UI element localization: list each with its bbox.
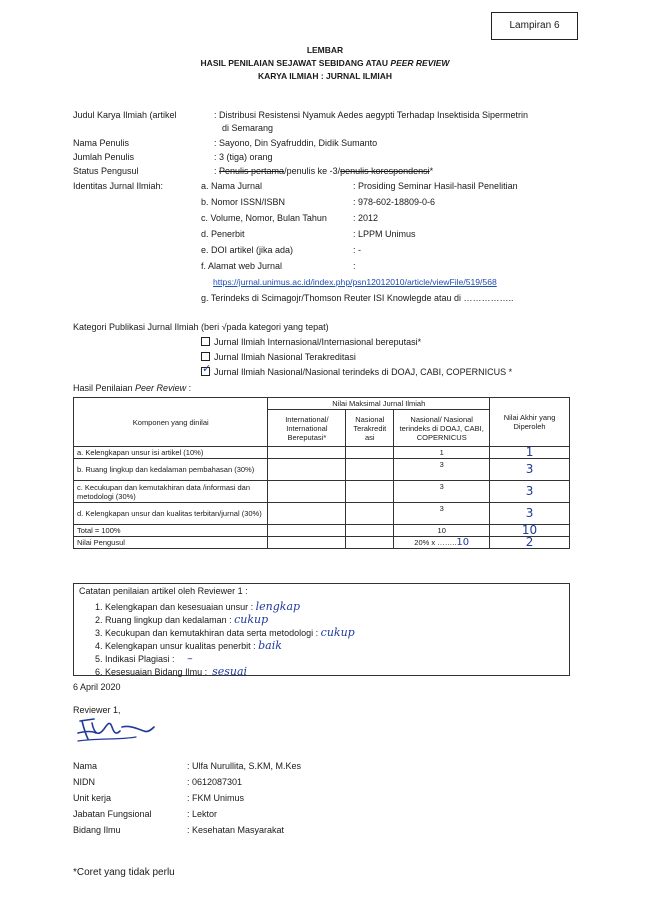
- judul-value-cont: di Semarang: [222, 123, 274, 133]
- kategori-option-terindeks[interactable]: [201, 366, 512, 378]
- journal-d-value: : LPPM Unimus: [353, 229, 416, 239]
- pengusul-nas: [346, 537, 394, 549]
- catatan-item-4-hand: baik: [258, 639, 282, 652]
- catatan-title: Catatan penilaian artikel oleh Reviewer 1 :: [79, 586, 248, 596]
- title-peer-review: PEER REVIEW: [390, 58, 450, 68]
- journal-e-label: e. DOI artikel (jika ada): [201, 245, 294, 255]
- row-a-komponen: a. Kelengkapan unsur isi artikel (10%): [74, 447, 268, 459]
- status-pengusul-label: Status Pengusul: [73, 166, 139, 176]
- judul-label: Judul Karya Ilmiah (artikel: [73, 110, 177, 120]
- nama-penulis-label: Nama Penulis: [73, 138, 130, 148]
- col-group-header: Nilai Maksimal Jurnal Ilmiah: [268, 398, 490, 410]
- judul-value: : Distribusi Resistensi Nyamuk Aedes aegypti Terhadap Insektisida Sipermetrin: [214, 110, 528, 120]
- pengusul-intl: [268, 537, 346, 549]
- row-c-intl: [268, 481, 346, 503]
- pengusul-formula: [394, 537, 490, 549]
- jumlah-penulis-label: Jumlah Penulis: [73, 152, 135, 162]
- status-mid: /penulis ke -3/: [284, 166, 341, 176]
- reviewer-jabatan-label: Jabatan Fungsional: [73, 809, 152, 819]
- hasil-label-colon: :: [186, 383, 192, 393]
- status-colon: :: [214, 166, 220, 176]
- kategori-option-terakreditasi-text: Jurnal Ilmiah Nasional Terakreditasi: [214, 352, 356, 362]
- catatan-item-2: [95, 613, 268, 626]
- reviewer-nidn-value: : 0612087301: [187, 777, 243, 787]
- lampiran-box: Lampiran 6: [491, 12, 578, 40]
- checkbox-terakreditasi[interactable]: [201, 352, 210, 361]
- reviewer-bidang-value: : Kesehatan Masyarakat: [187, 825, 285, 835]
- pengusul-label: Nilai Pengusul: [74, 537, 268, 549]
- row-a-akhir: 1: [490, 447, 570, 459]
- jumlah-penulis-value: : 3 (tiga) orang: [214, 152, 273, 162]
- status-star: *: [429, 166, 434, 176]
- catatan-item-1: [95, 600, 300, 613]
- catatan-item-6-hand: sesuai: [212, 665, 248, 678]
- title-hasil-text: HASIL PENILAIAN SEJAWAT SEBIDANG ATAU: [200, 58, 391, 68]
- row-b-intl: [268, 459, 346, 481]
- total-intl: [268, 525, 346, 537]
- row-d-komponen: d. Kelengkapan unsur dan kualitas terbitan/jurnal (30%): [74, 503, 268, 525]
- journal-a-value: : Prosiding Seminar Hasil-hasil Penelitian: [353, 181, 518, 191]
- reviewer-signature-icon: [74, 711, 164, 747]
- row-d-intl: [268, 503, 346, 525]
- status-pengusul-value: [214, 165, 433, 177]
- journal-c-value: : 2012: [353, 213, 379, 223]
- row-a-max: 1: [394, 447, 490, 459]
- catatan-item-4-text: 4. Kelengkapan unsur kualitas penerbit :: [95, 641, 256, 651]
- col-nas-header: Nasional Terakredit asi: [346, 410, 394, 447]
- catatan-item-5-text: 5. Indikasi Plagiasi :: [95, 654, 175, 664]
- score-table: [73, 397, 570, 549]
- catatan-item-5-hand: –: [187, 652, 193, 665]
- col-akhir-header: Nilai Akhir yang Diperoleh: [490, 398, 570, 447]
- catatan-item-5: [95, 652, 193, 665]
- title-hasil: [0, 58, 650, 68]
- catatan-item-6: [95, 665, 247, 678]
- table-row-total: [74, 525, 570, 537]
- kategori-option-internasional[interactable]: [201, 336, 421, 348]
- kategori-label: Kategori Publikasi Jurnal Ilmiah (beri √pada kategori yang tepat): [73, 322, 329, 332]
- pengusul-formula-text: 20% x ……..: [414, 538, 457, 547]
- footnote: *Coret yang tidak perlu: [73, 867, 175, 878]
- status-struck-corresponding: penulis korespondensi: [340, 166, 430, 176]
- reviewer-unit-label: Unit kerja: [73, 793, 112, 803]
- kategori-option-terakreditasi[interactable]: [201, 351, 356, 363]
- row-c-max: 3: [394, 481, 490, 503]
- reviewer-nidn-label: NIDN: [73, 777, 95, 787]
- row-b-komponen: b. Ruang lingkup dan kedalaman pembahasan (30%): [74, 459, 268, 481]
- journal-f-value: :: [353, 261, 356, 271]
- journal-b-label: b. Nomor ISSN/ISBN: [201, 197, 286, 207]
- catatan-item-3-text: 3. Kecukupan dan kemutakhiran data serta metodologi :: [95, 628, 319, 638]
- total-akhir: 10: [490, 525, 570, 537]
- catatan-item-1-hand: lengkap: [255, 600, 301, 613]
- row-d-max: 3: [394, 503, 490, 525]
- col-intl-header: International/ International Bereputasi*: [268, 410, 346, 447]
- status-struck-first: Penulis pertama: [219, 166, 285, 176]
- row-c-akhir: 3: [490, 481, 570, 503]
- row-b-max: 3: [394, 459, 490, 481]
- catatan-item-2-hand: cukup: [234, 613, 269, 626]
- journal-a-label: a. Nama Jurnal: [201, 181, 263, 191]
- row-b-akhir: 3: [490, 459, 570, 481]
- catatan-item-2-text: 2. Ruang lingkup dan kedalaman :: [95, 615, 232, 625]
- row-a-nas: [346, 447, 394, 459]
- table-row: [74, 481, 570, 503]
- reviewer-nama-label: Nama: [73, 761, 98, 771]
- catatan-item-6-text: 6. Kesesuaian Bidang Ilmu :: [95, 667, 208, 677]
- review-date: 6 April 2020: [73, 682, 121, 692]
- catatan-item-4: [95, 639, 282, 652]
- hasil-penilaian-label: [73, 382, 191, 394]
- kategori-option-terindeks-text: Jurnal Ilmiah Nasional/Nasional terindeks di DOAJ, CABI, COPERNICUS *: [214, 367, 513, 377]
- journal-url-link[interactable]: https://jurnal.unimus.ac.id/index.php/psn12012010/article/viewFile/519/568: [213, 277, 497, 287]
- hasil-label-text: Hasil Penilaian: [73, 383, 136, 393]
- total-label: Total = 100%: [74, 525, 268, 537]
- reviewer-nama-value: : Ulfa Nurullita, S.KM, M.Kes: [187, 761, 302, 771]
- col-nasidx-header: Nasional/ Nasional terindeks di DOAJ, CABI, COPERNICUS: [394, 410, 490, 447]
- checkbox-internasional[interactable]: [201, 337, 210, 346]
- row-a-intl: [268, 447, 346, 459]
- row-c-nas: [346, 481, 394, 503]
- pengusul-hand-value: 10: [456, 537, 470, 548]
- reviewer-unit-value: : FKM Unimus: [187, 793, 245, 803]
- reviewer-bidang-label: Bidang Ilmu: [73, 825, 121, 835]
- table-row-pengusul: [74, 537, 570, 549]
- title-lembar: LEMBAR: [306, 45, 344, 55]
- title-karya: KARYA ILMIAH : JURNAL ILMIAH: [258, 71, 392, 81]
- nama-penulis-value: : Sayono, Din Syafruddin, Didik Sumanto: [214, 138, 378, 148]
- catatan-item-3: [95, 626, 355, 639]
- row-c-komponen: c. Kecukupan dan kemutakhiran data /informasi dan metodologi (30%): [74, 481, 268, 503]
- journal-c-label: c. Volume, Nomor, Bulan Tahun: [201, 213, 327, 223]
- row-d-akhir: 3: [490, 503, 570, 525]
- identitas-jurnal-label: Identitas Jurnal Ilmiah:: [73, 181, 164, 191]
- journal-f-label: f. Alamat web Jurnal: [201, 261, 283, 271]
- catatan-item-3-hand: cukup: [320, 626, 355, 639]
- table-row: [74, 447, 570, 459]
- catatan-item-1-text: 1. Kelengkapan dan kesesuaian unsur :: [95, 602, 254, 612]
- pengusul-akhir: 2: [490, 537, 570, 549]
- journal-e-value: : -: [353, 245, 361, 255]
- hasil-label-peer-review: Peer Review: [135, 383, 187, 393]
- reviewer-label: Reviewer 1,: [73, 705, 121, 715]
- checkbox-terindeks-checked[interactable]: [201, 367, 210, 376]
- reviewer-jabatan-value: : Lektor: [187, 809, 218, 819]
- table-row: [74, 459, 570, 481]
- col-komponen-header: Komponen yang dinilai: [74, 398, 268, 447]
- total-nas: [346, 525, 394, 537]
- table-row: [74, 503, 570, 525]
- journal-b-value: : 978-602-18809-0-6: [353, 197, 436, 207]
- journal-g-indexed: g. Terindeks di Scimagojr/Thomson Reuter ISI Knowlegde atau di ……………..: [201, 293, 514, 303]
- kategori-option-internasional-text: Jurnal Ilmiah Internasional/Internasional bereputasi*: [214, 337, 422, 347]
- row-b-nas: [346, 459, 394, 481]
- total-max: 10: [394, 525, 490, 537]
- journal-d-label: d. Penerbit: [201, 229, 245, 239]
- row-d-nas: [346, 503, 394, 525]
